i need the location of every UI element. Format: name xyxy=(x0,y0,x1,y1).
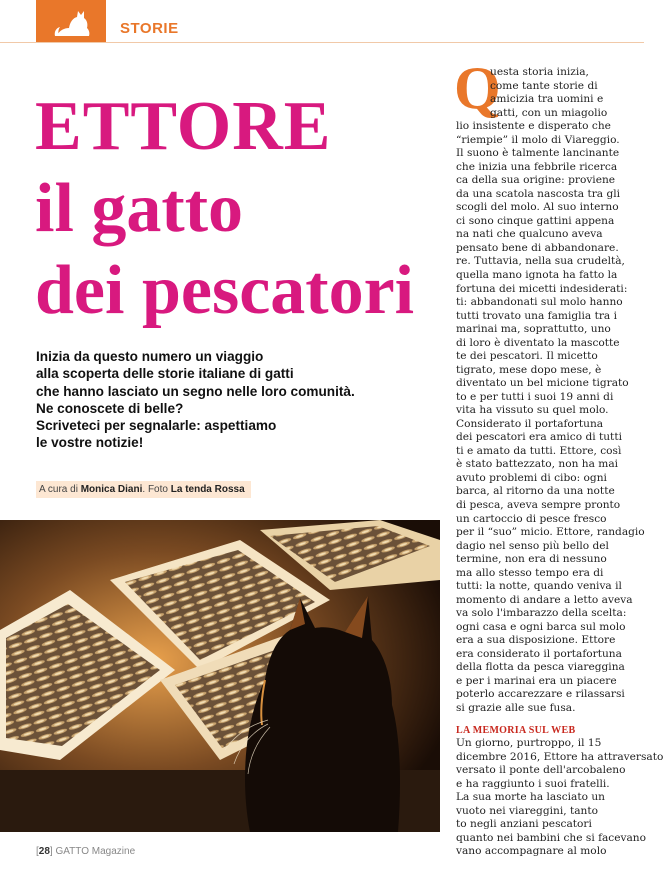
article-line: La sua morte ha lasciato un xyxy=(456,791,605,804)
article-line: Considerato il portafortuna xyxy=(456,417,604,430)
article-line: Il suono è talmente lancinante xyxy=(456,147,620,160)
article-line: amicizia tra uomini e xyxy=(490,93,604,106)
article-line: fortuna dei micetti indesiderati: xyxy=(456,282,628,295)
headline-line: ETTORE xyxy=(35,88,332,165)
article-line: ogni casa e ogni barca sul molo xyxy=(456,620,626,633)
section-tab xyxy=(36,0,106,42)
headline-line: dei pescatori xyxy=(35,252,415,329)
magazine-name: GATTO Magazine xyxy=(55,846,136,857)
article-line: na nati che qualcuno aveva xyxy=(456,228,603,241)
article-subhead: LA MEMORIA SUL WEB xyxy=(456,724,576,736)
article-line: come tante storie di xyxy=(490,79,598,92)
intro-line: alla scoperta delle storie italiane di gatti xyxy=(36,366,294,382)
article-body xyxy=(456,66,663,859)
article-line: ci sono cinque gattini appena xyxy=(456,214,615,227)
article-line: un cartoccio di pesce fresco xyxy=(456,512,607,525)
article-line: va solo l'imbarazzo della scelta: xyxy=(456,607,627,620)
article-line: to negli anziani pescatori xyxy=(456,818,592,831)
article-line: to e per tutti i suoi 19 anni di xyxy=(456,390,614,403)
article-line: scogli del molo. Al suo interno xyxy=(456,201,619,214)
page-footer: [28] GATTO Magazine xyxy=(36,846,136,857)
credit-photo-source: La tenda Rossa xyxy=(170,484,245,495)
article-line: vuoto nei viareggini, tanto xyxy=(456,804,598,817)
cat-photo xyxy=(0,520,440,832)
article-line: momento di andare a letto aveva xyxy=(456,593,633,606)
article-line: vita ha vissuto su quel molo. xyxy=(456,404,609,417)
article-line: era considerato il portafortuna xyxy=(456,647,622,660)
article-line: quanto nei bambini che si facevano xyxy=(456,831,647,844)
article-line: di pesca, aveva sempre pronto xyxy=(456,499,621,511)
article-line: di loro è diventato la mascotte xyxy=(456,336,620,349)
article-line: “riempie” il molo di Viareggio. xyxy=(456,133,620,146)
article-line: termine, non era di nessuno xyxy=(456,553,607,566)
credit-line: A cura di Monica Diani. Foto La tenda Rossa xyxy=(36,481,251,498)
article-line: tutti trovato una famiglia tra i xyxy=(456,309,617,322)
article-line: barca, al ritorno da una notte xyxy=(456,485,615,498)
article-line: re. Tuttavia, nella sua crudeltà, xyxy=(456,255,625,268)
intro-line: le vostre notizie! xyxy=(36,435,144,451)
headline-line: il gatto xyxy=(35,170,244,247)
article-line: lio insistente e disperato che xyxy=(456,120,611,133)
credit-photo-prefix: Foto xyxy=(147,484,168,495)
intro-line: Inizia da questo numero un viaggio xyxy=(36,349,264,364)
article-line: tigrato, mese dopo mese, è xyxy=(456,363,602,376)
drop-cap: Q xyxy=(454,55,501,121)
credit-author: Monica Diani xyxy=(80,484,143,495)
article-line: ca della sua origine: proviene xyxy=(456,174,616,187)
article-line: marinai ma, soprattutto, uno xyxy=(456,323,611,336)
article-line: e ha raggiunto i suoi fratelli. xyxy=(456,777,610,790)
credit-prefix: A cura di xyxy=(39,484,78,495)
article-line: ti e amato da tutti. Ettore, così xyxy=(456,444,622,457)
article-line: che inizia una febbrile ricerca xyxy=(456,160,618,173)
section-header xyxy=(0,0,644,43)
intro-line: Ne conoscete di belle? xyxy=(36,400,184,416)
article-line: si grazie alle sue fusa. xyxy=(456,701,576,714)
article-line: poterlo accarezzare e rilassarsi xyxy=(456,688,625,701)
article-line: tutti: la notte, quando veniva il xyxy=(456,580,622,593)
section-label: STORIE xyxy=(120,20,179,37)
article-line: vano accompagnare al molo xyxy=(456,845,607,858)
cat-silhouette-icon xyxy=(53,6,93,38)
photo-illustration xyxy=(0,520,440,832)
article-line: Un giorno, purtroppo, il 15 xyxy=(456,737,602,750)
intro-line: che hanno lasciato un segno nelle loro comunità. xyxy=(36,383,355,399)
article-line: pensato bene di abbandonare. xyxy=(456,241,619,254)
intro-line: Scriveteci per segnalarle: aspettiamo xyxy=(36,418,277,434)
article-line: dagio nel senso più bello del xyxy=(456,539,609,552)
article-line: uesta storia inizia, xyxy=(490,66,589,78)
article-line: della flotta da pesca viareggina xyxy=(456,661,625,674)
page-number: 28 xyxy=(38,846,50,857)
article-line: versato il ponte dell'arcobaleno xyxy=(456,764,626,777)
article-line: dei pescatori era amico di tutti xyxy=(456,431,622,444)
article-line: era a sua disposizione. Ettore xyxy=(456,634,616,647)
article-line: dicembre 2016, Ettore ha attraversato xyxy=(456,750,663,763)
article-line: da una scatola nascosta tra gli xyxy=(456,187,621,200)
article-line: è stato battezzato, non ha mai xyxy=(456,458,619,471)
article-line: per il “suo” micio. Ettore, randagio xyxy=(456,526,645,539)
article-line: avuto problemi di cibo: ogni xyxy=(456,471,607,484)
article-line: ti: abbandonati sul molo hanno xyxy=(456,296,623,309)
article-line: te dei pescatori. Il micetto xyxy=(456,350,598,363)
article-line: diventato un bel micione tigrato xyxy=(456,377,629,390)
article-line: gatti, con un miagolio xyxy=(490,106,608,119)
article-line: ma allo stesso tempo era di xyxy=(456,566,604,579)
headline xyxy=(35,86,414,332)
intro-paragraph xyxy=(36,348,416,452)
article-line: quella mano ignota ha fatto la xyxy=(456,268,618,281)
article-line: e per i marinai era un piacere xyxy=(456,674,617,687)
